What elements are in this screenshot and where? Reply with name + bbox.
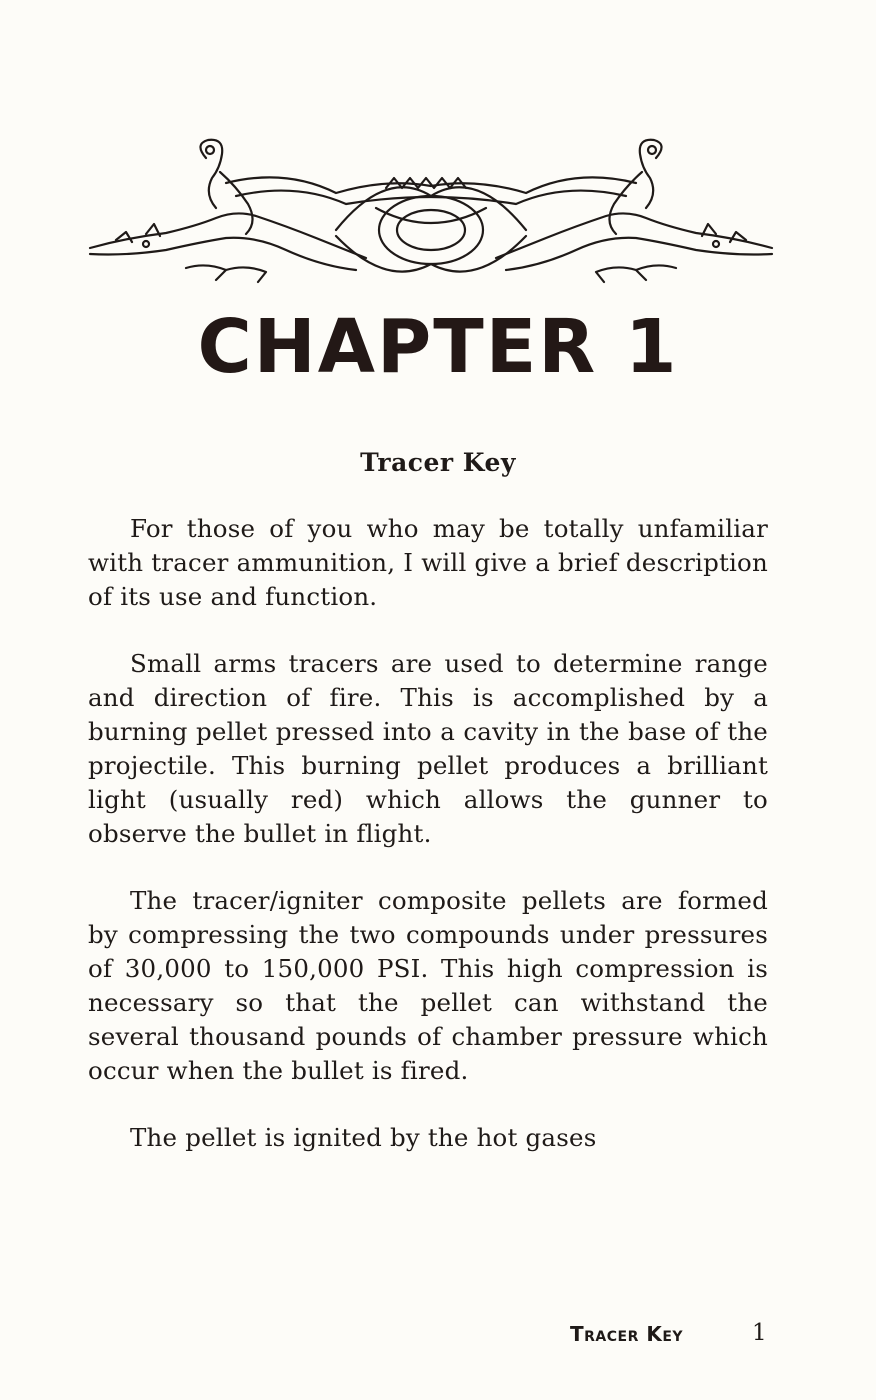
running-title: Tracer Key <box>570 1322 684 1346</box>
body-text <box>88 512 768 1188</box>
section-heading: Tracer Key <box>360 448 516 477</box>
paragraph: For those of you who may be totally unfamiliar with tracer ammunition, I will give a brief description of its use and function. <box>88 514 768 611</box>
running-footer <box>0 1318 876 1348</box>
paragraph: The pellet is ignited by the hot gases <box>130 1123 597 1152</box>
page-number: 1 <box>752 1320 767 1346</box>
celtic-dragon-knotwork-icon <box>86 138 776 288</box>
paragraph: The tracer/igniter composite pellets are formed by compressing the two compounds under pressures of 30,000 to 150,000 PSI. This high compression is necessary so that the pellet can withstand the several thousand pounds of chamber pressure which occur when the bullet is fired. <box>88 886 768 1085</box>
paragraph: Small arms tracers are used to determine range and direction of fire. This is accomplished by a burning pellet pressed into a cavity in the base of the projectile. This burning pellet produces a brilliant light (usually red) which allows the gunner to observe the bullet in flight. <box>88 649 768 848</box>
chapter-title: CHAPTER 1 <box>197 304 679 390</box>
